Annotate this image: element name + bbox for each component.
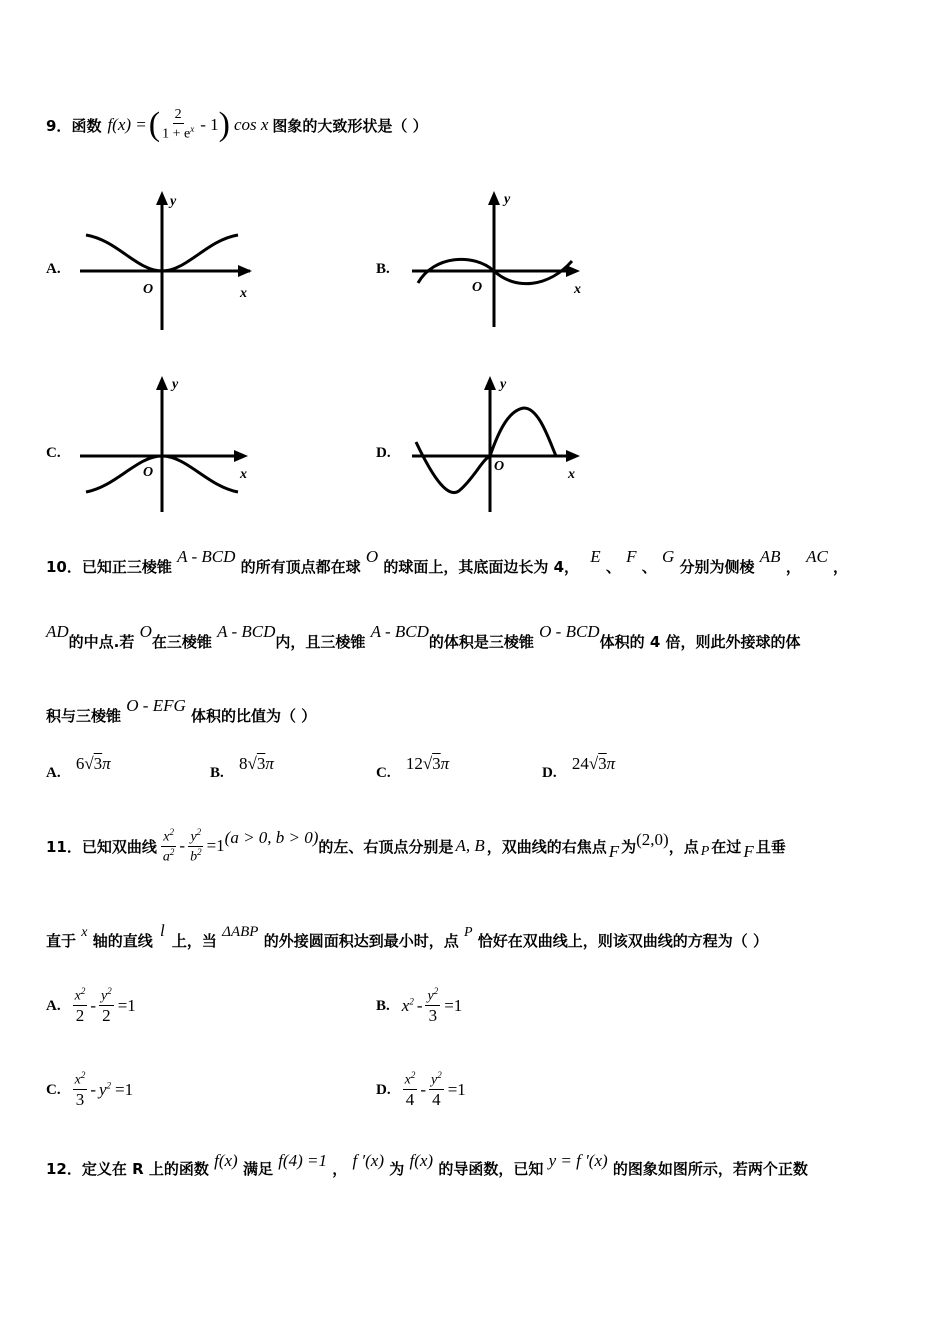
- q10-text-10: 积与三棱锥: [46, 707, 122, 725]
- q10-option-c-coef: 12: [405, 754, 423, 773]
- q9-minus-one: - 1: [200, 115, 219, 134]
- q11-text-3: ，双曲线的右焦点: [486, 837, 607, 856]
- q10-line-1: [46, 547, 849, 577]
- q11-a-minus: -: [90, 996, 96, 1015]
- q10-math-8: AD: [46, 622, 69, 641]
- q9-d-x-label: x: [568, 467, 575, 482]
- q11-a-frac-2: $\frac{y^2}{2}$: [100, 986, 112, 1026]
- q11-text-8: 直于: [46, 932, 77, 950]
- q10-line-2: [46, 622, 801, 652]
- q11-text-2: 的左、右顶点分别是: [318, 837, 454, 856]
- q10-text-1: 已知正三棱锥: [81, 558, 172, 576]
- q10-math-4: F: [626, 547, 637, 566]
- q9-paren-left: (: [148, 106, 161, 143]
- q9-number: 9．: [46, 116, 72, 135]
- q11-math-p2: P: [463, 925, 473, 940]
- q10-text-3: 的球面上，其底面边长为 4，: [383, 558, 580, 576]
- q12-math-3: f ′(x): [352, 1151, 385, 1170]
- q11-option-d[interactable]: [376, 1068, 466, 1112]
- q10-option-d-radical-icon: √3: [588, 754, 607, 773]
- q11-option-a-label: A.: [46, 997, 61, 1014]
- q9-a-x-arrow-icon: [238, 265, 252, 277]
- q9-d-curve: [416, 408, 556, 493]
- q11-condition: (a > 0, b > 0): [224, 828, 319, 847]
- q9-option-a-label[interactable]: A.: [46, 261, 61, 277]
- q9-option-c-graph[interactable]: [72, 370, 262, 520]
- q11-c-minus: -: [90, 1080, 96, 1099]
- q11-a-eq: =1: [117, 996, 136, 1015]
- q12-text-5: 的导函数，已知: [438, 1160, 544, 1178]
- q12-number: 12．: [46, 1160, 82, 1178]
- q10-option-a-label: A.: [46, 765, 61, 781]
- q11-option-d-label: D.: [376, 1081, 391, 1098]
- q11-text-1: 已知双曲线: [81, 837, 157, 856]
- q11-math-p: P: [700, 844, 710, 859]
- q12-text-3: ，: [332, 1160, 348, 1178]
- q11-line-1: [46, 824, 786, 868]
- q10-option-d-pi: π: [606, 754, 616, 773]
- q9-lead: 函数: [71, 116, 102, 135]
- q10-math-6: AB: [759, 547, 781, 566]
- q10-option-c-label: C.: [376, 765, 391, 781]
- q10-option-b-coef: 8: [239, 754, 248, 773]
- q9-stem: [46, 103, 428, 147]
- q11-c-term-2: $y^2$: [98, 1080, 112, 1099]
- q12-text-1: 定义在 R 上的函数: [81, 1160, 209, 1178]
- q10-option-a-pi: π: [102, 754, 111, 773]
- q10-option-d-coef: 24: [571, 754, 589, 773]
- q11-d-eq: =1: [447, 1080, 466, 1099]
- q9-tail: 图象的大致形状是（ ）: [272, 116, 428, 135]
- q11-math-ab: A, B: [455, 836, 485, 855]
- q11-option-b[interactable]: [376, 984, 462, 1028]
- q10-option-b[interactable]: [210, 754, 274, 782]
- q9-formula-lhs: f(x) =: [107, 115, 147, 134]
- q9-b-y-arrow-icon: [488, 191, 500, 205]
- q10-text-2: 的所有顶点都在球: [240, 558, 361, 576]
- q11-c-frac: $\frac{x^2}{3}$: [74, 1070, 86, 1110]
- q9-c-y-label: y: [172, 377, 179, 392]
- q11-math-f2: F: [743, 842, 754, 861]
- q9-c-y-arrow-icon: [156, 376, 168, 390]
- q10-option-a-radical-icon: √3: [84, 754, 103, 773]
- q9-a-origin-label: O: [143, 282, 154, 297]
- q9-a-x-label: x: [240, 286, 247, 301]
- q9-c-x-arrow-icon: [234, 450, 248, 462]
- q11-text-7: 且垂: [755, 837, 786, 856]
- q11-text-11: 的外接圆面积达到最小时，点: [263, 932, 459, 950]
- q11-option-c[interactable]: [46, 1068, 133, 1112]
- q9-d-origin-label: O: [494, 459, 505, 474]
- q11-b-eq: =1: [444, 996, 463, 1015]
- q9-d-x-arrow-icon: [566, 450, 580, 462]
- q12-text-2: 满足: [242, 1160, 273, 1178]
- q9-paren-right: ): [218, 106, 230, 143]
- q11-b-term-1: $x^2$: [401, 996, 414, 1015]
- q10-option-c-pi: π: [440, 754, 450, 773]
- q12-text-4: 为: [389, 1160, 405, 1178]
- q11-frac-y: $\frac{y^2}{b^2}$: [190, 826, 202, 865]
- q10-option-d-label: D.: [542, 765, 557, 781]
- q10-sep-2: 、: [641, 558, 657, 576]
- q11-frac-x: $\frac{x^2}{a^2}$: [162, 826, 175, 865]
- q9-fraction: [160, 107, 196, 143]
- q12-math-1: f(x): [214, 1151, 238, 1170]
- q10-math-10: A - BCD: [217, 622, 276, 641]
- q10-option-c[interactable]: [376, 754, 450, 782]
- q10-math-7: AC: [806, 547, 828, 566]
- q11-text-10: 上，当: [171, 932, 217, 950]
- q10-option-a-coef: 6: [75, 754, 85, 773]
- q9-a-y-label: y: [170, 194, 177, 209]
- q9-option-d-label[interactable]: D.: [376, 445, 391, 461]
- q9-c-x-label: x: [240, 467, 247, 482]
- q12-line-1: [46, 1151, 808, 1179]
- q11-math-l: l: [159, 921, 165, 940]
- q11-c-eq: =1: [115, 1080, 134, 1099]
- q11-math-triangle: ΔABP: [222, 924, 259, 940]
- q11-math-point: (2,0): [636, 830, 669, 849]
- q12-math-4: f(x): [409, 1151, 434, 1170]
- q12-math-5: y = f ′(x): [548, 1151, 608, 1170]
- q10-text-11: 体积的比值为（ ）: [190, 707, 317, 725]
- q9-b-y-label: y: [504, 192, 511, 207]
- q11-line-2: [46, 921, 768, 951]
- q9-option-c-label[interactable]: C.: [46, 445, 61, 461]
- q10-text-8: 的体积是三棱锥: [428, 633, 534, 651]
- q10-text-6: 在三棱锥: [151, 633, 212, 651]
- q11-b-frac: $\frac{y^2}{3}$: [427, 986, 439, 1026]
- q10-option-b-radical-icon: √3: [247, 754, 266, 773]
- q10-math-1: A - BCD: [177, 547, 236, 566]
- q9-b-x-label: x: [574, 282, 581, 297]
- q12-math-2: f(4) =1: [278, 1151, 327, 1170]
- q11-text-6: 在过: [711, 837, 742, 856]
- q9-frac-den-sup: x: [190, 124, 195, 135]
- q10-sep-1: 、: [605, 558, 621, 576]
- q10-comma-2: ，: [833, 558, 849, 576]
- q10-comma-1: ，: [785, 558, 801, 576]
- q9-a-y-arrow-icon: [156, 191, 168, 205]
- q9-option-d-graph[interactable]: [404, 370, 594, 520]
- q11-d-frac-1: $\frac{x^2}{4}$: [404, 1070, 416, 1110]
- q10-math-3: E: [590, 547, 601, 566]
- q9-d-y-arrow-icon: [484, 376, 496, 390]
- q10-option-b-label: B.: [210, 765, 224, 781]
- q9-c-origin-label: O: [143, 465, 154, 480]
- q10-math-11: A - BCD: [370, 622, 429, 641]
- q11-option-a[interactable]: [46, 984, 136, 1028]
- q10-option-d[interactable]: [542, 754, 616, 782]
- q10-math-9: O: [139, 622, 152, 641]
- q11-a-frac-1: $\frac{x^2}{2}$: [74, 986, 86, 1026]
- q9-frac-denominator: 1 + e: [162, 126, 191, 142]
- q10-text-9: 体积的 4 倍，则此外接球的体: [599, 633, 801, 651]
- q10-option-a[interactable]: [46, 754, 111, 782]
- q11-b-minus: -: [416, 996, 423, 1015]
- q11-number: 11．: [46, 837, 82, 856]
- q11-minus: -: [179, 836, 186, 855]
- q9-d-y-label: y: [500, 377, 507, 392]
- q11-text-9: 轴的直线: [92, 932, 153, 950]
- q10-text-5: 的中点.若: [68, 633, 135, 651]
- q10-number: 10．: [46, 558, 82, 576]
- q10-text-4: 分别为侧棱: [679, 558, 755, 576]
- q10-option-c-radical-icon: √3: [422, 754, 441, 773]
- q11-text-4: 为: [621, 837, 637, 856]
- q9-option-b-graph[interactable]: [404, 185, 594, 335]
- q11-option-c-label: C.: [46, 1081, 61, 1098]
- q10-math-12: O - BCD: [539, 622, 600, 641]
- q10-math-5: G: [662, 547, 675, 566]
- q9-cos: cos x: [233, 115, 269, 134]
- q11-text-5: ，点: [668, 837, 699, 856]
- q11-option-b-label: B.: [376, 997, 390, 1014]
- q11-math-x: x: [81, 925, 88, 940]
- q10-math-13: O - EFG: [126, 696, 186, 715]
- q11-eq: =1: [206, 836, 225, 855]
- q12-text-6: 的图象如图所示，若两个正数: [612, 1160, 808, 1178]
- q11-math-f: F: [608, 842, 620, 861]
- q11-text-12: 恰好在双曲线上，则该双曲线的方程为（ ）: [477, 932, 768, 950]
- q10-math-2: O: [365, 547, 379, 566]
- q9-b-origin-label: O: [472, 280, 483, 295]
- q10-text-7: 内，且三棱锥: [275, 633, 366, 651]
- q9-option-b-label[interactable]: B.: [376, 261, 390, 277]
- q10-line-3: [46, 696, 317, 726]
- q9-option-a-graph[interactable]: [72, 185, 262, 335]
- q10-option-b-pi: π: [265, 754, 274, 773]
- q9-frac-numerator: 2: [173, 107, 184, 124]
- q11-d-minus: -: [420, 1080, 426, 1099]
- q11-d-frac-2: $\frac{y^2}{4}$: [430, 1070, 442, 1110]
